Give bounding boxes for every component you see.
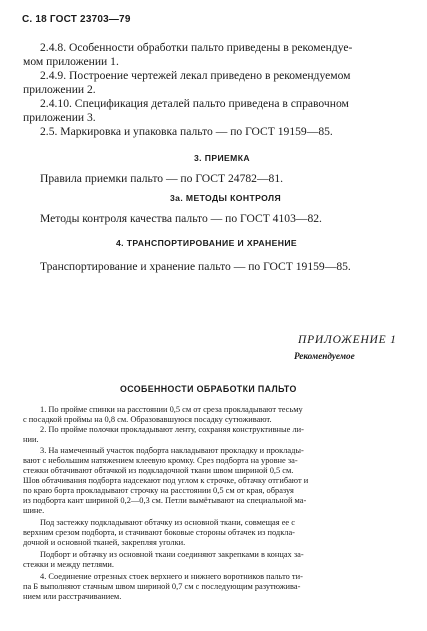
section-4-title: 4. ТРАНСПОРТИРОВАНИЕ И ХРАНЕНИЕ — [116, 238, 298, 248]
appendix-line: стежки обтачивают обтачкой из подкладочной ткани швом шириной 0,5 см. — [23, 466, 294, 475]
appendix-line: из подборта кант шириной 0,2—0,3 см. Петли вымётывают на специальной ма- — [23, 496, 307, 505]
appendix-line: 2. По пройме полочки прокладывают ленту, сохраняя конструктивные ли- — [40, 425, 304, 434]
section-3a-title: 3а. МЕТОДЫ КОНТРОЛЯ — [170, 193, 282, 203]
appendix-line: 3. На намеченный участок подборта накладывают прокладку и проклады- — [40, 446, 304, 455]
appendix-status: Рекомендуемое — [294, 351, 355, 361]
clause-2-4-10-line1: 2.4.10. Спецификация деталей пальто приведена в справочном — [40, 97, 349, 110]
appendix-title: ОСОБЕННОСТИ ОБРАБОТКИ ПАЛЬТО — [120, 384, 297, 394]
section-3-title: 3. ПРИЕМКА — [194, 153, 250, 163]
appendix-line: шине. — [23, 506, 45, 515]
clause-2-4-8-line2: мом приложении 1. — [23, 55, 119, 68]
clause-2-4-10-line2: приложении 3. — [23, 111, 96, 124]
clause-2-5: 2.5. Маркировка и упаковка пальто — по ГОСТ 19159—85. — [40, 125, 333, 138]
appendix-line: Под застежку подкладывают обтачку из основной ткани, совмещая ее с — [40, 518, 295, 527]
clause-2-4-9-line1: 2.4.9. Построение чертежей лекал приведено в рекомендуемом — [40, 69, 351, 82]
page-header: С. 18 ГОСТ 23703—79 — [22, 14, 131, 25]
appendix-line: вают с небольшим натяжением клеевую кромку. Срез подборта на уровне за- — [23, 456, 298, 465]
appendix-line: по краю борта прокладывают строчку на расстоянии 0,5 см от края, образуя — [23, 486, 294, 495]
appendix-line: стежки и между петлями. — [23, 560, 115, 569]
appendix-line: с посадкой проймы на 0,8 см. Образовавшуюся посадку сутюживают. — [23, 415, 272, 424]
section-4-text: Транспортирование и хранение пальто — по ГОСТ 19159—85. — [40, 260, 351, 273]
appendix-line: Шов обтачивания подборта надсекают под углом к строчке, обтачку отгибают и — [23, 476, 309, 485]
section-3-text: Правила приемки пальто — по ГОСТ 24782—81. — [40, 172, 284, 185]
appendix-line: верхним срезом подборта, и стачивают боковые стороны обтачек из подкла- — [23, 528, 295, 537]
clause-2-4-9-line2: приложении 2. — [23, 83, 96, 96]
appendix-label: ПРИЛОЖЕНИЕ 1 — [298, 334, 397, 346]
appendix-line: 1. По пройме спинки на расстоянии 0,5 см от среза прокладывают тесьму — [40, 405, 303, 414]
section-3a-text: Методы контроля качества пальто — по ГОСТ 4103—82. — [40, 212, 322, 225]
clause-2-4-8-line1: 2.4.8. Особенности обработки пальто приведены в рекомендуе- — [40, 41, 353, 54]
appendix-line: 4. Соединение отрезных стоек верхнего и нижнего воротников пальто ти- — [40, 572, 303, 581]
appendix-line: дочной и основной тканей, закрепляя уголки. — [23, 538, 186, 547]
appendix-line: нии. — [23, 435, 39, 444]
appendix-line: па Б выполняют стачным швом шириной 0,7 см с последующим разутюжива- — [23, 582, 301, 591]
appendix-line: Подборт и обтачку из основной ткани соединяют закрепками в концах за- — [40, 550, 304, 559]
appendix-line: нием или расстрачиванием. — [23, 592, 122, 601]
